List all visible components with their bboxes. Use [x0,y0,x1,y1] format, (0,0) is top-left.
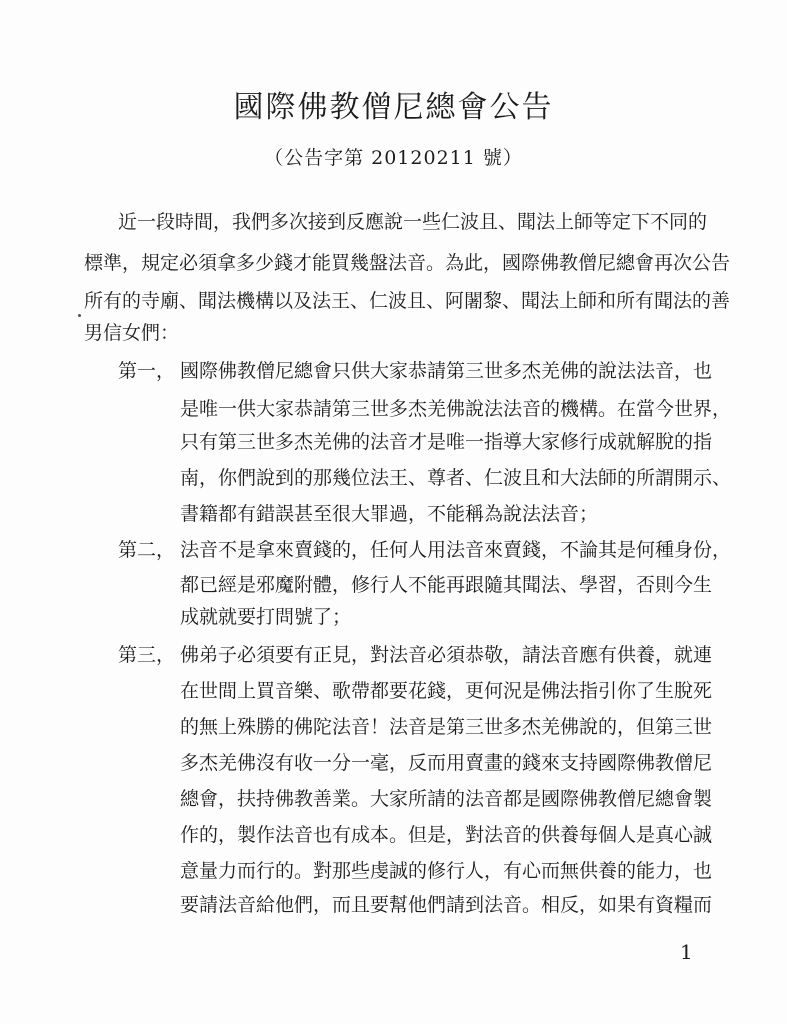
document-title: 國際佛教僧尼總會公告 [233,90,554,125]
intro-line: 近一段時間，我們多次接到反應說一些仁波且、聞法上師等定下不同的 [118,211,708,233]
section-line: 都已經是邪魔附體，修行人不能再跟隨其聞法、學習，否則今生 [180,574,713,596]
section-line: 只有第三世多杰羌佛的法音才是唯一指導大家修行成就解脫的指 [180,431,713,453]
intro-line: 男信女們： [84,322,180,344]
section-line: 要請法音給他們，而且要幫他們請到法音。相反，如果有資糧而 [180,894,713,916]
intro-line: 所有的寺廟、聞法機構以及法王、仁波且、阿闍黎、聞法上師和所有聞法的善 [84,290,731,312]
page-number: 1 [680,940,693,964]
section-line: 書籍都有錯誤甚至很大罪過，不能稱為說法法音； [180,503,599,525]
section-line: 南，你們說到的那幾位法王、尊者、仁波且和大法師的所謂開示、 [180,467,732,489]
section-number: 第一， [118,360,176,382]
announcement-number: （公告字第 20120211 號） [264,147,523,169]
section-line: 國際佛教僧尼總會只供大家恭請第三世多杰羌佛的說法法音，也 [180,360,713,382]
section-line: 的無上殊勝的佛陀法音！法音是第三世多杰羌佛說的，但第三世 [180,716,713,738]
section-number: 第三， [118,644,176,666]
section-line: 意量力而行的。對那些虔誠的修行人，有心而無供養的能力，也 [180,860,713,882]
section-line: 在世間上買音樂、歌帶都要花錢，更何況是佛法指引你了生脫死 [180,680,713,702]
section-line: 多杰羌佛沒有收一分一毫，反而用賣畫的錢來支持國際佛教僧尼 [180,752,713,774]
section-line: 總會，扶持佛教善業。大家所請的法音都是國際佛教僧尼總會製 [180,788,713,810]
section-line: 法音不是拿來賣錢的，任何人用法音來賣錢，不論其是何種身份， [180,539,732,561]
section-number: 第二， [118,539,176,561]
section-line: 是唯一供大家恭請第三世多杰羌佛說法法音的機構。在當今世界， [180,398,732,420]
section-line: 作的，製作法音也有成本。但是，對法音的供養每個人是真心誠 [180,824,713,846]
section-line: 成就就要打問號了； [180,606,352,628]
scan-speck [78,314,81,317]
intro-line: 標準，規定必須拿多少錢才能買幾盤法音。為此，國際佛教僧尼總會再次公告 [84,252,731,274]
section-line: 佛弟子必須要有正見，對法音必須恭敬，請法音應有供養，就連 [180,644,713,666]
